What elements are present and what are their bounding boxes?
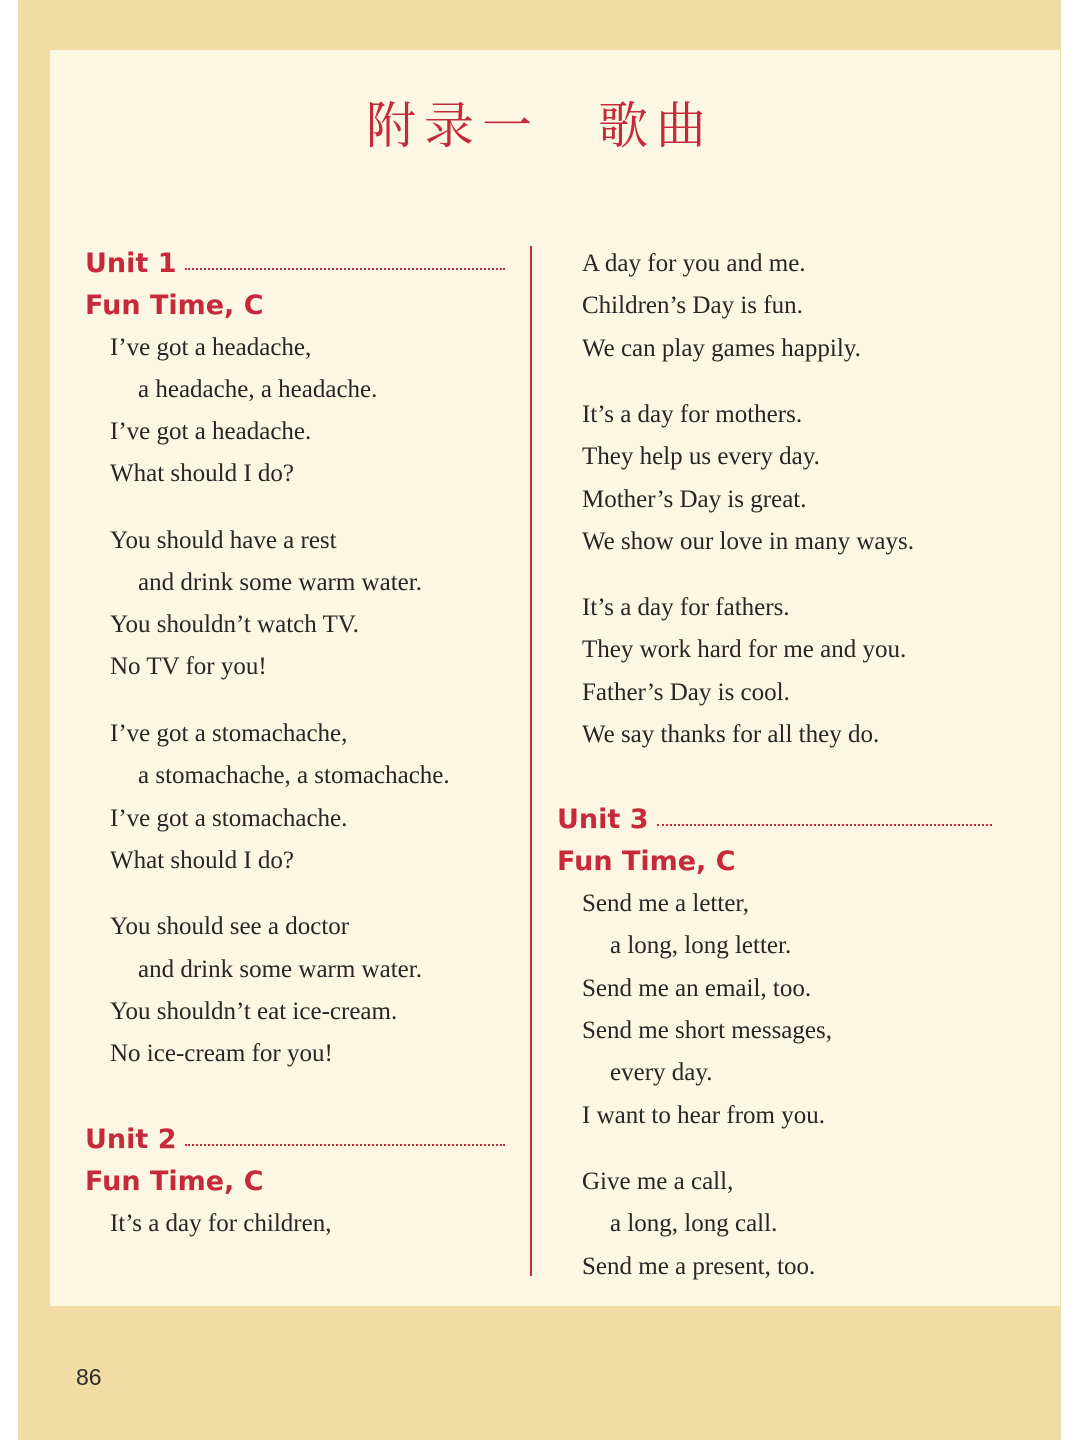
lyric-line: and drink some warm water. [138, 569, 422, 596]
lyric-line: Children’s Day is fun. [582, 292, 803, 319]
unit-2-heading [85, 1124, 505, 1156]
lyric-line: No ice-cream for you! [110, 1040, 333, 1067]
lyric-line: They work hard for me and you. [582, 636, 907, 663]
lyric-line: Send me a letter, [582, 890, 749, 917]
lyric-line: I’ve got a headache, [110, 334, 312, 361]
unit-3-subheading: Fun Time, C [557, 846, 736, 877]
lyric-line: Send me a present, too. [582, 1253, 816, 1280]
lyric-line: We say thanks for all they do. [582, 721, 880, 748]
lyric-line: I’ve got a stomachache. [110, 805, 348, 832]
lyric-line: a headache, a headache. [138, 376, 378, 403]
lyric-line: It’s a day for fathers. [582, 594, 790, 621]
page-number: 86 [76, 1364, 102, 1390]
unit-1-heading-label: Unit 1 [85, 248, 177, 279]
dotted-leader [185, 1144, 506, 1146]
lyric-line: and drink some warm water. [138, 956, 422, 983]
lyric-line: A day for you and me. [582, 250, 806, 277]
unit-1-heading [85, 248, 505, 280]
lyric-line: You should have a rest [110, 527, 337, 554]
lyric-line: I want to hear from you. [582, 1102, 825, 1129]
page-title: 附录一 歌曲 [366, 97, 714, 155]
dotted-leader [185, 268, 506, 270]
lyric-line: I’ve got a stomachache, [110, 720, 348, 747]
lyric-line: You should see a doctor [110, 913, 350, 940]
unit-1-subheading: Fun Time, C [85, 290, 264, 321]
lyric-line: a long, long letter. [610, 932, 792, 959]
lyric-line: It’s a day for mothers. [582, 401, 803, 428]
lyric-line: I’ve got a headache. [110, 418, 312, 445]
lyric-line: They help us every day. [582, 443, 820, 470]
lyric-line: Mother’s Day is great. [582, 486, 807, 513]
lyric-line: What should I do? [110, 460, 294, 487]
lyric-line: every day. [610, 1059, 713, 1086]
lyric-line: a stomachache, a stomachache. [138, 762, 450, 789]
lyric-line: Send me short messages, [582, 1017, 832, 1044]
lyric-line: a long, long call. [610, 1210, 778, 1237]
lyric-line: It’s a day for children, [110, 1210, 332, 1237]
lyric-line: We show our love in many ways. [582, 528, 914, 555]
unit-2-heading-label: Unit 2 [85, 1124, 177, 1155]
unit-3-heading-label: Unit 3 [557, 804, 649, 835]
lyric-line: We can play games happily. [582, 335, 861, 362]
lyric-line: You shouldn’t watch TV. [110, 611, 359, 638]
unit-2-subheading: Fun Time, C [85, 1166, 264, 1197]
lyric-line: No TV for you! [110, 653, 267, 680]
lyric-line: Father’s Day is cool. [582, 679, 790, 706]
dotted-leader [657, 824, 993, 826]
lyric-line: You shouldn’t eat ice-cream. [110, 998, 398, 1025]
lyric-line: Give me a call, [582, 1168, 734, 1195]
unit-3-heading [557, 804, 992, 836]
lyric-line: Send me an email, too. [582, 975, 812, 1002]
lyric-line: What should I do? [110, 847, 294, 874]
column-divider [530, 246, 532, 1276]
